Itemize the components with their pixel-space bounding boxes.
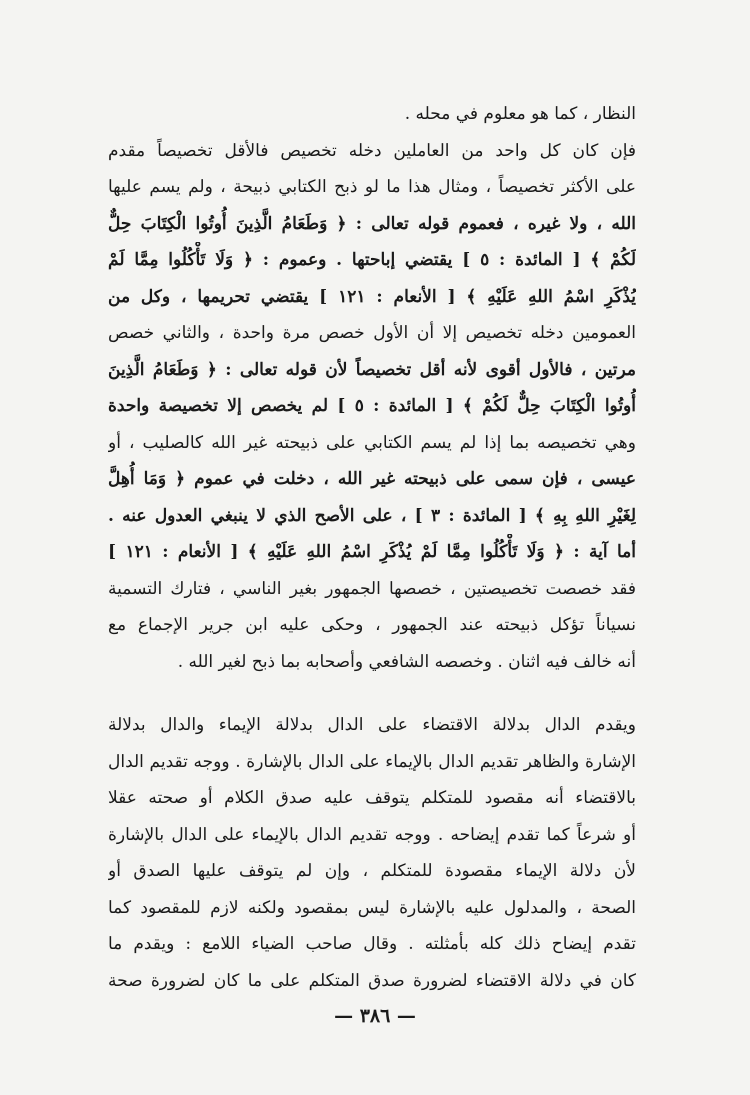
text-line: على الأكثر تخصيصاً ، ومثال هذا ما لو ذبح الكتابي ذبيحة ، ولم يسم عليها xyxy=(108,177,636,197)
text-line: عيسى ، فإن سمى على ذبيحته غير الله ، دخلت في عموم ﴿ وَمَا أُهِلَّ xyxy=(108,469,636,489)
text-line: فقد خصصت تخصيصتين ، خصصها الجمهور بغير الناسي ، فتارك التسمية xyxy=(108,578,636,599)
text-line: الله ، ولا غيره ، فعموم قوله تعالى : ﴿ وَطَعَامُ الَّذِينَ أُوتُوا الْكِتَابَ حِلٌّ xyxy=(108,213,636,234)
text-line: مرتين ، فالأول أقوى لأنه أقل تخصيصاً لأن قوله تعالى : ﴿ وَطَعَامُ الَّذِينَ xyxy=(108,359,636,380)
paragraph-2 xyxy=(108,707,636,999)
text-line: النظار ، كما هو معلوم في محله . xyxy=(404,104,636,124)
text-line: كان في دلالة الاقتضاء لضرورة صدق المتكلم على ما كان لضرورة صحة xyxy=(108,970,636,991)
text-line: أنه خالف فيه اثنان . وخصصه الشافعي وأصحابه بما ذبح لغير الله . xyxy=(177,651,636,672)
text-line: أما آية : ﴿ وَلَا تَأْكُلُوا مِمَّا لَمْ يُذْكَرِ اسْمُ اللهِ عَلَيْهِ ﴾ [ الأنعام : ١٢١ ] xyxy=(108,542,636,562)
text-line: يُذْكَرِ اسْمُ اللهِ عَلَيْهِ ﴾ [ الأنعام : ١٢١ ] يقتضي تحريمها ، وكل من xyxy=(108,286,636,307)
text-line: ويقدم الدال بدلالة الاقتضاء على الدال بدلالة الإيماء والدال بدلالة xyxy=(108,715,636,735)
text-line: الصحة ، والمدلول عليه بالإشارة ليس بمقصود ولكنه لازم للمقصود كما xyxy=(108,897,636,918)
text-line: العمومين دخله تخصيص إلا أن الأول خصص مرة واحدة ، والثاني خصص xyxy=(108,323,636,343)
text-line: لَكُمْ ﴾ [ المائدة : ٥ ] يقتضي إباحتها . وعموم : ﴿ وَلَا تَأْكُلُوا مِمَّا لَمْ xyxy=(108,250,636,270)
paragraph-1 xyxy=(108,96,636,680)
page-number: — ٣٨٦ — xyxy=(334,1005,416,1027)
text-line: بالاقتضاء أنه مقصود للمتكلم يتوقف عليه صدق الكلام أو صحته عقلا xyxy=(108,788,636,808)
text-line: الإشارة والظاهر تقديم الدال بالإيماء على الدال بالإشارة . ووجه تقديم الدال xyxy=(108,751,636,772)
text-line: نسياناً تؤكل ذبيحته عند الجمهور ، وحكى عليه ابن جرير الإجماع مع xyxy=(108,615,636,635)
text-line: فإن كان كل واحد من العاملين دخله تخصيص فالأقل تخصيصاً مقدم xyxy=(108,140,636,161)
text-line: أُوتُوا الْكِتَابَ حِلٌّ لَكُمْ ﴾ [ المائدة : ٥ ] لم يخصص إلا تخصيصة واحدة xyxy=(108,396,636,416)
text-line: لِغَيْرِ اللهِ بِهِ ﴾ [ المائدة : ٣ ] ، على الأصح الذي لا ينبغي العدول عنه . xyxy=(108,505,636,526)
text-line: تقدم إيضاح ذلك كله بأمثلته . وقال صاحب الضياء اللامع : ويقدم ما xyxy=(108,934,636,954)
text-line: أو شرعاً كما تقدم إيضاحه . ووجه تقديم الدال بالإيماء على الدال بالإشارة xyxy=(108,824,636,845)
text-line: لأن دلالة الإيماء مقصودة للمتكلم ، وإن لم يتوقف عليها الصدق أو xyxy=(108,861,636,881)
text-line: وهي تخصيصه بما إذا لم يسم الكتابي على ذبيحته غير الله كالصليب ، أو xyxy=(108,432,636,453)
